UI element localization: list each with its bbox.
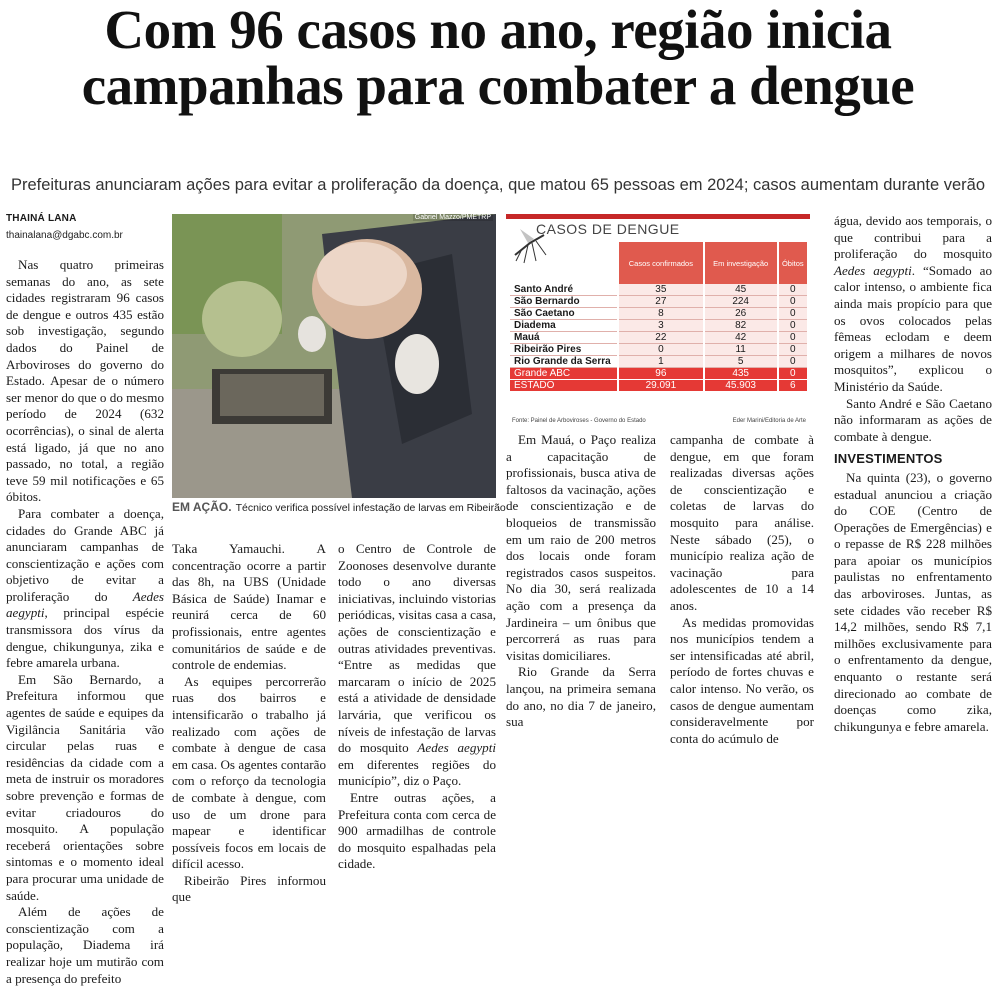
paragraph: Em Mauá, o Paço realiza a capacitação de profissionais, busca ativa de faltosos da vacinação, ações de conscientização e de bloqueios de transmissão em um raio de 200 metros dos locais onde foram registrados casos suspeitos. No dia 30, será realizada ação com a presença da Jardineira – um ônibus que percorrerá as ruas para visitas domiciliares. xyxy=(506,432,656,663)
article-column-4 xyxy=(506,432,656,731)
paragraph: Além de ações de conscientização com a população, Diadema irá realizar hoje um mutirão com a presença do prefeito xyxy=(6,904,164,986)
article-column-2 xyxy=(172,541,326,906)
article-photo xyxy=(172,214,496,498)
table-source: Fonte: Painel de Arboviroses - Governo do Estado xyxy=(512,418,646,424)
article-column-1 xyxy=(6,257,164,987)
paragraph: Santo André e São Caetano não informaram as ações de combate à dengue. xyxy=(834,395,992,444)
table-row: São Caetano 8 26 0 xyxy=(510,308,807,320)
article-column-6 xyxy=(834,213,992,735)
table-row-total-state: ESTADO 29.091 45.903 6 xyxy=(510,380,807,392)
caption-tag: EM AÇÃO. xyxy=(172,500,232,514)
column-header: Óbitos xyxy=(778,242,807,284)
table-row: Rio Grande da Serra 1 5 0 xyxy=(510,356,807,368)
article-column-3 xyxy=(338,541,496,873)
author-email[interactable]: thainalana@dgabc.com.br xyxy=(6,230,123,241)
table-row: Diadema 3 82 0 xyxy=(510,320,807,332)
dengue-cases-table xyxy=(506,214,810,426)
paragraph: Na quinta (23), o governo estadual anunciou a criação do COE (Centro de Operações de Emergências) e o repasse de R$ 228 milhões para apoiar os municípios paulistas no enfrentamento das arboviroses. Juntas, as sete cidades vão receber R$ 14,2 milhões, sendo R$ 7,1 milhões exclusivamente para o enfrentamento da dengue, enquanto o restante será direcionado ao combate de doenças como zika, chikungunya e febre amarela. xyxy=(834,469,992,734)
photo-caption: EM AÇÃO. Técnico verifica possível infestação de larvas em Ribeirão xyxy=(172,500,506,514)
paragraph: o Centro de Controle de Zoonoses desenvolve durante todo o ano diversas iniciativas, incluindo vistorias periódicas, visitas casa a casa, ações de conscientização e outras atividades preventivas. “Entre as medidas que marcaram o início de 2025 está a atividade de densidade larvária, que verificou os níveis de infestação de larvas do mosquito Aedes aegypti em diferentes regiões do município”, diz o Paço. xyxy=(338,541,496,789)
section-heading: INVESTIMENTOS xyxy=(834,451,943,467)
photo-illustration xyxy=(172,214,496,498)
paragraph: Rio Grande da Serra lançou, na primeira semana do ano, no dia 7 de janeiro, sua xyxy=(506,664,656,730)
paragraph: Taka Yamauchi. A concentração ocorre a partir das 8h, na UBS (Unidade Básica de Saúde) Inamar e reunirá cerca de 60 profissionais, entre agentes comunitários de saúde e de controle de endemias. xyxy=(172,541,326,673)
subheadline: Prefeituras anunciaram ações para evitar a proliferação da doença, que matou 65 pessoas em 2024; casos aumentam durante verão xyxy=(10,176,986,194)
paragraph: Nas quatro primeiras semanas do ano, as sete cidades registraram 96 casos de dengue e outros 435 estão sob investigação, segundo dados do Painel de Arboviroses do governo do Estado. Apesar de o número ser menor do que o do mesmo período de 2024 (632 ocorrências), o sinal de alerta está ligado, já que no ano passado, no total, a região teve 59 mil notificações e 65 óbitos. xyxy=(6,257,164,505)
headline: Com 96 casos no ano, região inicia campanhas para combater a dengue xyxy=(81,0,915,116)
photo-credit: Gabriel Mazzo/PMETRP xyxy=(414,214,491,221)
table-row: Mauá 22 42 0 xyxy=(510,332,807,344)
paragraph: Ribeirão Pires informou que xyxy=(172,872,326,905)
paragraph: Em São Bernardo, a Prefeitura informou que agentes de saúde e equipes da Vigilância Sanitária vão circular pelas ruas e residências da cidade com a meta de instruir os moradores sobre prevenção e formas de evitar criadouros do mosquito. A população receberá orientações sobre sintomas e o momento ideal para procurar uma unidade de saúde. xyxy=(6,671,164,903)
table-row-total-region: Grande ABC 96 435 0 xyxy=(510,368,807,380)
paragraph: Entre outras ações, a Prefeitura conta com cerca de 900 armadilhas de controle do mosquito espalhadas pela cidade. xyxy=(338,789,496,872)
paragraph: As equipes percorrerão ruas dos bairros e intensificarão o trabalho já realizado com ações de combate à dengue de casa em casa. Os agentes contarão com o reforço da tecnologia de combate à dengue, com uso de um drone para mapear e identificar possíveis focos em locais de difícil acesso. xyxy=(172,673,326,872)
column-header: Casos confirmados xyxy=(618,242,704,284)
column-header: Em investigação xyxy=(704,242,778,284)
table-row: São Bernardo 27 224 0 xyxy=(510,296,807,308)
paragraph: As medidas promovidas nos municípios tendem a ser intensificadas até abril, período de fortes chuvas e calor intenso. No verão, os casos de dengue aumentam consideravelmente por conta do acúmulo de xyxy=(670,614,814,746)
table-row: Santo André 35 45 0 xyxy=(510,284,807,296)
article-column-5 xyxy=(670,432,814,747)
table-art-credit: Eder Marini/Editoria de Arte xyxy=(732,418,806,424)
paragraph: campanha de combate à dengue, em que foram realizadas diversas ações de conscientização e coletas de larvas do mosquito para análise. Neste sábado (25), o município realiza ação de vacinação para adolescentes de 10 a 14 anos. xyxy=(670,432,814,613)
cases-table xyxy=(510,242,807,392)
paragraph: água, devido aos temporais, o que contribui para a proliferação do mosquito Aedes aegypti. “Somado ao calor intenso, o ambiente fica ainda mais propício para que os ovos colocados pelas fêmeas eclodam e deem origem a milhares de novos mosquitos”, explicou o Ministério da Saúde. xyxy=(834,213,992,394)
table-row: Ribeirão Pires 0 11 0 xyxy=(510,344,807,356)
author-name: THAINÁ LANA xyxy=(6,213,77,224)
table-title: CASOS DE DENGUE xyxy=(536,221,680,237)
paragraph: Para combater a doença, cidades do Grande ABC já anunciaram campanhas de conscientização e ações com objetivo de evitar a proliferação do Aedes aegypti, principal espécie transmissora dos vírus da dengue, chikungunya, zika e febre amarela urbana. xyxy=(6,505,164,671)
